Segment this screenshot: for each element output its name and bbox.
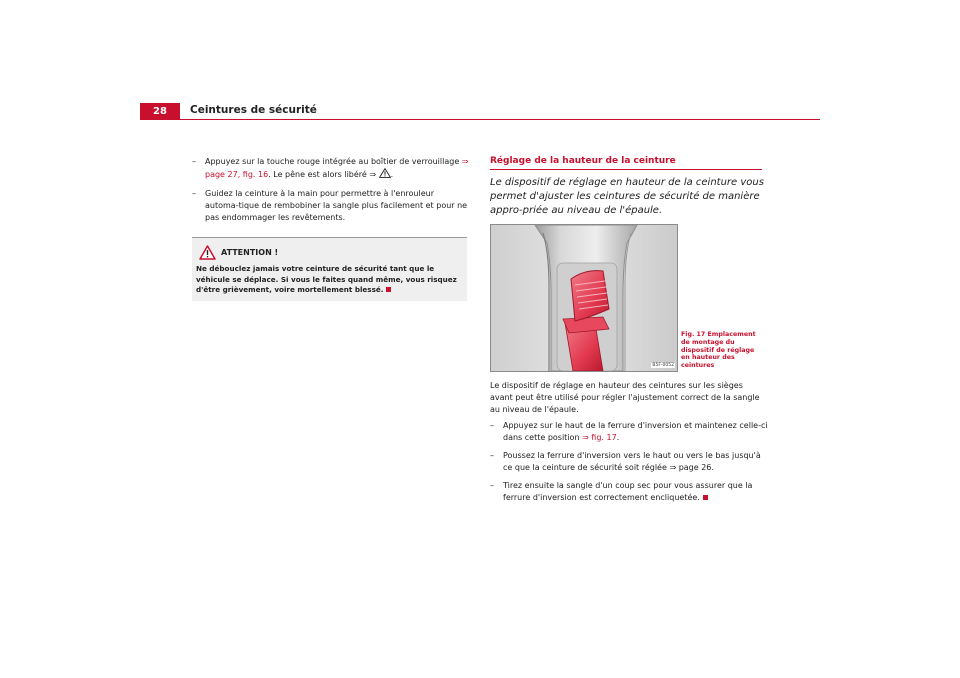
step-dash: – (192, 189, 196, 198)
warning-triangle-icon[interactable] (379, 168, 391, 178)
step-text: Guidez la ceinture à la main pour permettre à l'enrouleur automa-tique de rembobiner la sangle plus facilement et pour ne pas endommager les revêtements. (205, 189, 468, 222)
step-text: Tirez ensuite la sangle d'un coup sec pour vous assurer que la ferrure d'inversion est correctement encliquetée. (503, 481, 753, 502)
fig-17-link[interactable]: ⇒ fig. 17 (582, 433, 617, 442)
figure-caption: Fig. 17 Emplacement de montage du dispositif de réglage en hauteur des ceintures (681, 331, 756, 370)
step-press-top-fitting (490, 420, 770, 444)
step-text-after: . (616, 433, 620, 442)
header-rule (140, 119, 820, 120)
page-27-link[interactable]: ⇒ page 27, fig. 16 (205, 157, 469, 179)
attention-box (192, 237, 467, 301)
warning-triangle-icon (199, 245, 216, 260)
attention-title: ATTENTION ! (221, 247, 279, 257)
step-dash: – (490, 451, 494, 460)
attention-body: Ne débouclez jamais votre ceinture de sécurité tant que le véhicule se déplace. Si vous le faites quand même, vous risquez d'être grièvement, voire mortellement blessé. (196, 264, 457, 294)
step-dash: – (490, 421, 494, 430)
page-number: 28 (140, 103, 180, 120)
step-press-red-button (192, 156, 470, 181)
end-mark-icon (386, 287, 391, 292)
step-push-fitting (490, 450, 770, 474)
end-mark-icon (703, 495, 708, 500)
attention-header (196, 244, 467, 260)
step-text-after: . Le pêne est alors libéré ⇒ (268, 170, 379, 179)
step-guide-belt (192, 188, 470, 224)
step-dash: – (192, 157, 196, 166)
belt-height-adjuster-illustration (491, 225, 677, 371)
page-header-title: Ceintures de sécurité (190, 104, 317, 116)
body-paragraph: Le dispositif de réglage en hauteur des ceintures sur les sièges avant peut être utilisé pour régler l'ajustement correct de la sangle au niveau de l'épaule. (490, 381, 760, 414)
section-intro: Le dispositif de réglage en hauteur de la ceinture vous permet d'ajuster les ceintures de sécurité de manière appro-priée au niveau de l'épaule. (490, 177, 764, 216)
step-list (490, 420, 770, 504)
right-column (490, 156, 770, 510)
step-text-end: . (390, 170, 394, 179)
step-text: Appuyez sur la touche rouge intégrée au boîtier de verrouillage (205, 157, 462, 166)
attention-text (196, 264, 467, 296)
figure-code: B5F-0052 (652, 363, 674, 368)
section-title: Réglage de la hauteur de la ceinture (490, 156, 762, 170)
step-text: Appuyez sur le haut de la ferrure d'inversion et maintenez celle-ci dans cette position (503, 421, 768, 442)
step-pull-strap (490, 480, 770, 504)
left-column (192, 156, 470, 301)
figure (490, 224, 770, 372)
figure-image (490, 224, 678, 372)
step-text: Poussez la ferrure d'inversion vers le haut ou vers le bas jusqu'à ce que la ceinture de sécurité soit réglée ⇒ page 26. (503, 451, 761, 472)
step-dash: – (490, 481, 494, 490)
